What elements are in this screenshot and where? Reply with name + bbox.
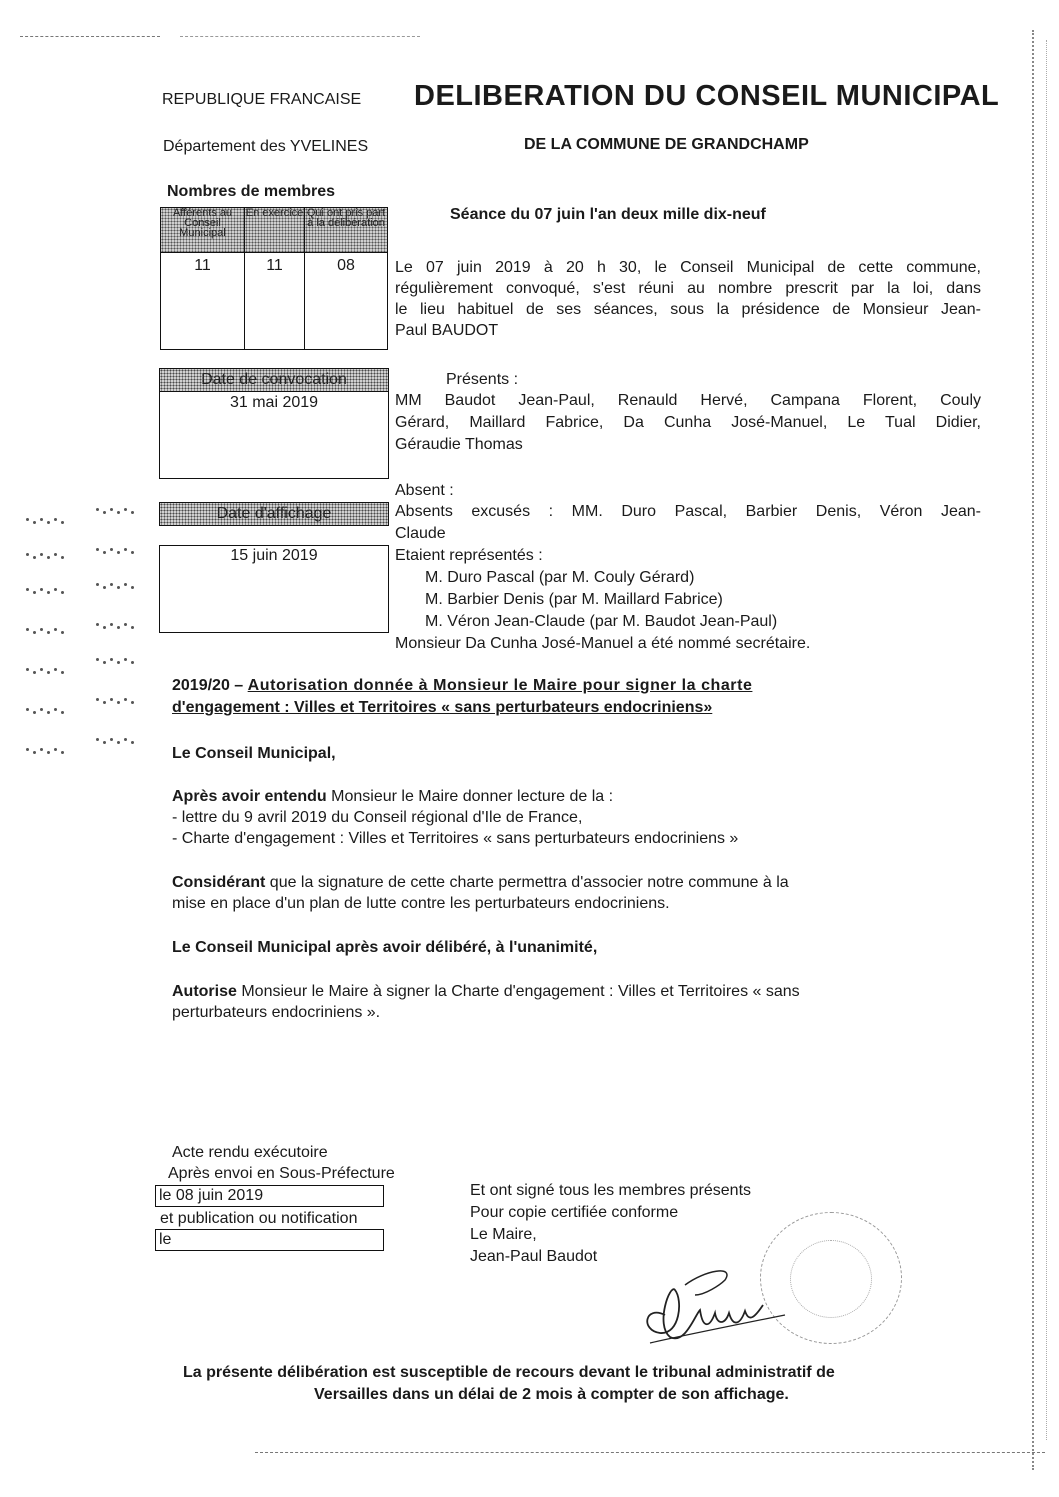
binder-hole-dot bbox=[40, 708, 43, 711]
deliberation-subject-line2: d'engagement : Villes et Territoires « sans perturbateurs endocriniens» bbox=[172, 699, 713, 716]
binder-hole-dot bbox=[124, 623, 127, 626]
binder-hole-dot bbox=[131, 586, 134, 589]
republique-label: REPUBLIQUE FRANCAISE bbox=[162, 91, 362, 108]
absent-label: Absent : bbox=[395, 482, 454, 499]
seance-title: Séance du 07 juin l'an deux mille dix-neuf bbox=[450, 206, 766, 223]
recours-line2: Versailles dans un délai de 2 mois à compter de son affichage. bbox=[314, 1386, 789, 1403]
binder-hole-dot bbox=[26, 553, 29, 556]
represented-item: M. Barbier Denis (par M. Maillard Fabrice) bbox=[425, 591, 723, 608]
binder-hole-dot bbox=[124, 738, 127, 741]
signed-line: Et ont signé tous les membres présents bbox=[470, 1182, 752, 1199]
date-publication-field: le bbox=[155, 1229, 384, 1251]
members-header-afferents: Afférents au Conseil Municipal bbox=[160, 207, 245, 253]
binder-hole-dot bbox=[110, 583, 113, 586]
represented-label: Etaient représentés : bbox=[395, 547, 543, 564]
council-heading: Le Conseil Municipal, bbox=[172, 745, 336, 762]
secretary-line: Monsieur Da Cunha José-Manuel a été nommé secrétaire. bbox=[395, 635, 811, 652]
binder-hole-dot bbox=[26, 518, 29, 521]
binder-hole-dot bbox=[131, 741, 134, 744]
binder-hole-dot bbox=[61, 631, 64, 634]
members-title: Nombres de membres bbox=[167, 183, 336, 200]
binder-hole-dot bbox=[33, 751, 36, 754]
binder-hole-dot bbox=[110, 508, 113, 511]
signed-line: Jean-Paul Baudot bbox=[470, 1248, 598, 1265]
binder-hole-dot bbox=[33, 591, 36, 594]
scan-edge-top bbox=[180, 36, 420, 37]
binder-hole-dot bbox=[96, 623, 99, 626]
authorizes-line: Autorise Monsieur le Maire à signer la Charte d'engagement : Villes et Territoires « sans bbox=[172, 983, 800, 1000]
municipal-seal-inner bbox=[790, 1240, 872, 1318]
binder-hole-dot bbox=[33, 671, 36, 674]
affichage-date: 15 juin 2019 bbox=[230, 547, 318, 564]
deliberation-subject-line1: Autorisation donnée à Monsieur le Maire pour signer la charte bbox=[247, 677, 753, 694]
binder-hole-dot bbox=[47, 751, 50, 754]
binder-hole-dot bbox=[124, 548, 127, 551]
binder-hole-dot bbox=[117, 626, 120, 629]
members-header-exercice: En exercice bbox=[244, 207, 305, 253]
binder-hole-dot bbox=[33, 631, 36, 634]
binder-hole-dot bbox=[40, 668, 43, 671]
presents-line: Géraudie Thomas bbox=[395, 436, 523, 453]
affichage-label: Date d'affichage bbox=[159, 502, 389, 526]
considering-line2: mise en place d'un plan de lutte contre les perturbateurs endocriniens. bbox=[172, 895, 670, 912]
intro-line: le lieu habituel de ses séances, sous la présidence de Monsieur Jean- bbox=[395, 301, 981, 318]
excuses-line: Absents excusés : MM. Duro Pascal, Barbier Denis, Véron Jean- bbox=[395, 503, 981, 520]
binder-hole-dot bbox=[131, 551, 134, 554]
departement-label: Département des YVELINES bbox=[163, 138, 369, 155]
scan-edge-right bbox=[1046, 40, 1047, 1440]
binder-hole-dot bbox=[131, 626, 134, 629]
authorizes-line2: perturbateurs endocriniens ». bbox=[172, 1004, 381, 1021]
binder-hole-dot bbox=[110, 548, 113, 551]
binder-hole-dot bbox=[40, 628, 43, 631]
binder-hole-dot bbox=[40, 748, 43, 751]
publication-label: et publication ou notification bbox=[160, 1210, 358, 1227]
binder-hole-dot bbox=[33, 521, 36, 524]
envoi-label: Après envoi en Sous-Préfecture bbox=[168, 1165, 395, 1182]
binder-hole-dot bbox=[61, 521, 64, 524]
binder-hole-dot bbox=[117, 586, 120, 589]
binder-hole-dot bbox=[103, 741, 106, 744]
binder-hole-dot bbox=[47, 631, 50, 634]
binder-hole-dot bbox=[54, 668, 57, 671]
binder-hole-dot bbox=[33, 711, 36, 714]
binder-hole-dot bbox=[26, 708, 29, 711]
binder-hole-dot bbox=[96, 698, 99, 701]
binder-hole-dot bbox=[47, 591, 50, 594]
presents-label: Présents : bbox=[446, 371, 519, 388]
binder-hole-dot bbox=[117, 661, 120, 664]
binder-hole-dot bbox=[47, 521, 50, 524]
scan-edge-bottom bbox=[255, 1452, 1045, 1453]
convocation-date: 31 mai 2019 bbox=[229, 394, 319, 411]
binder-hole-dot bbox=[47, 556, 50, 559]
members-value-votants: 08 bbox=[337, 257, 355, 274]
vote-line: Le Conseil Municipal après avoir délibéré, à l'unanimité, bbox=[172, 939, 598, 956]
members-value-afferents: 11 bbox=[194, 257, 211, 274]
binder-hole-dot bbox=[110, 623, 113, 626]
binder-hole-dot bbox=[110, 658, 113, 661]
binder-hole-dot bbox=[96, 658, 99, 661]
binder-hole-dot bbox=[26, 628, 29, 631]
binder-hole-dot bbox=[96, 583, 99, 586]
presents-line: Gérard, Maillard Fabrice, Da Cunha José-Manuel, Le Tual Didier, bbox=[395, 414, 981, 431]
binder-hole-dot bbox=[103, 661, 106, 664]
convocation-label: Date de convocation bbox=[159, 368, 389, 392]
members-header-votants: Qui ont pris part à la délibération bbox=[304, 207, 388, 253]
binder-hole-dot bbox=[26, 668, 29, 671]
binder-hole-dot bbox=[124, 583, 127, 586]
intro-line: régulièrement convoqué, s'est réuni au nombre prescrit par la loi, dans bbox=[395, 280, 981, 297]
commune-label: DE LA COMMUNE DE GRANDCHAMP bbox=[524, 136, 809, 153]
represented-item: M. Véron Jean-Claude (par M. Baudot Jean-Paul) bbox=[425, 613, 778, 630]
deliberation-subject: 2019/20 – Autorisation donnée à Monsieur le Maire pour signer la charte bbox=[172, 677, 753, 694]
binder-hole-dot bbox=[103, 551, 106, 554]
binder-hole-dot bbox=[96, 508, 99, 511]
binder-hole-dot bbox=[103, 586, 106, 589]
binder-hole-dot bbox=[61, 751, 64, 754]
binder-hole-dot bbox=[47, 671, 50, 674]
binder-hole-dot bbox=[117, 701, 120, 704]
binder-hole-dot bbox=[117, 741, 120, 744]
binder-hole-dot bbox=[47, 711, 50, 714]
scan-edge-top bbox=[20, 36, 160, 37]
binder-hole-dot bbox=[40, 553, 43, 556]
heard-line: Après avoir entendu Monsieur le Maire donner lecture de la : bbox=[172, 788, 614, 805]
binder-hole-dot bbox=[124, 658, 127, 661]
binder-hole-dot bbox=[103, 626, 106, 629]
binder-hole-dot bbox=[110, 738, 113, 741]
scan-edge-right bbox=[1032, 30, 1034, 1470]
binder-hole-dot bbox=[54, 588, 57, 591]
binder-hole-dot bbox=[61, 711, 64, 714]
binder-hole-dot bbox=[54, 708, 57, 711]
binder-hole-dot bbox=[131, 661, 134, 664]
binder-hole-dot bbox=[33, 556, 36, 559]
heard-item: - Charte d'engagement : Villes et Territoires « sans perturbateurs endocriniens » bbox=[172, 830, 739, 847]
members-value-exercice: 11 bbox=[266, 257, 283, 274]
binder-hole-dot bbox=[110, 698, 113, 701]
binder-hole-dot bbox=[124, 698, 127, 701]
excuses-line: Claude bbox=[395, 525, 446, 542]
signed-line: Pour copie certifiée conforme bbox=[470, 1204, 679, 1221]
binder-hole-dot bbox=[103, 511, 106, 514]
binder-hole-dot bbox=[61, 671, 64, 674]
binder-hole-dot bbox=[40, 518, 43, 521]
binder-hole-dot bbox=[96, 738, 99, 741]
recours-line1: La présente délibération est susceptible de recours devant le tribunal administratif de bbox=[183, 1364, 835, 1381]
mayor-signature bbox=[625, 1255, 795, 1355]
considering-line: Considérant que la signature de cette charte permettra d'associer notre commune à la bbox=[172, 874, 789, 891]
binder-hole-dot bbox=[26, 748, 29, 751]
binder-hole-dot bbox=[61, 556, 64, 559]
deliberation-number: 2019/20 bbox=[172, 677, 230, 694]
signed-line: Le Maire, bbox=[470, 1226, 537, 1243]
intro-line: Paul BAUDOT bbox=[395, 322, 499, 339]
document-title: DELIBERATION DU CONSEIL MUNICIPAL bbox=[414, 80, 1000, 112]
binder-hole-dot bbox=[26, 588, 29, 591]
presents-line: MM Baudot Jean-Paul, Renauld Hervé, Campana Florent, Couly bbox=[395, 392, 981, 409]
binder-hole-dot bbox=[131, 701, 134, 704]
binder-hole-dot bbox=[61, 591, 64, 594]
binder-hole-dot bbox=[54, 518, 57, 521]
binder-hole-dot bbox=[54, 628, 57, 631]
binder-hole-dot bbox=[54, 553, 57, 556]
binder-hole-dot bbox=[117, 511, 120, 514]
binder-hole-dot bbox=[103, 701, 106, 704]
binder-hole-dot bbox=[124, 508, 127, 511]
binder-hole-dot bbox=[54, 748, 57, 751]
heard-item: - lettre du 9 avril 2019 du Conseil régional d'Ile de France, bbox=[172, 809, 583, 826]
binder-hole-dot bbox=[131, 511, 134, 514]
intro-line: Le 07 juin 2019 à 20 h 30, le Conseil Municipal de cette commune, bbox=[395, 259, 981, 276]
binder-hole-dot bbox=[40, 588, 43, 591]
date-envoi-field: le 08 juin 2019 bbox=[155, 1185, 384, 1207]
binder-hole-dot bbox=[96, 548, 99, 551]
binder-holes bbox=[18, 498, 148, 778]
binder-hole-dot bbox=[117, 551, 120, 554]
represented-item: M. Duro Pascal (par M. Couly Gérard) bbox=[425, 569, 695, 586]
acte-label: Acte rendu exécutoire bbox=[172, 1144, 328, 1161]
